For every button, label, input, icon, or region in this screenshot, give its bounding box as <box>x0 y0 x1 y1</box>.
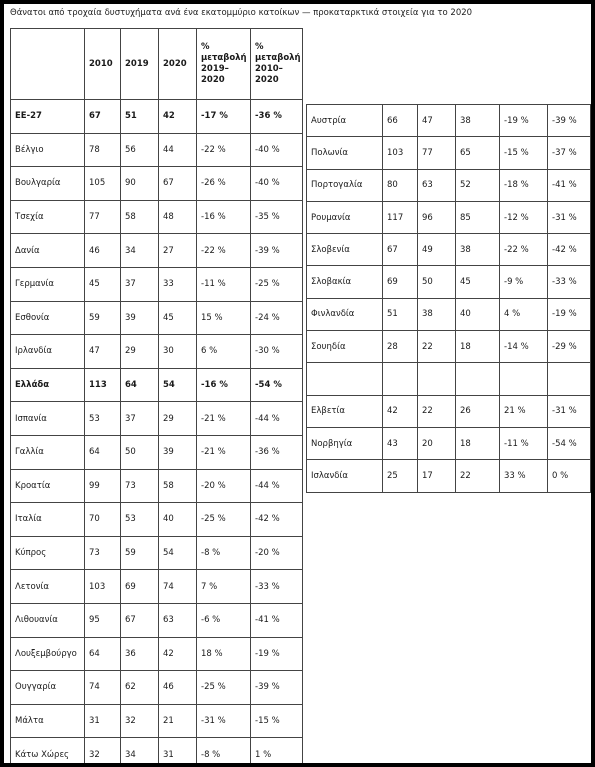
cell-value-2010: 80 <box>383 169 418 201</box>
cell-value-2020: 67 <box>159 167 197 201</box>
table-row <box>11 133 303 167</box>
cell-value-2010: 42 <box>383 395 418 427</box>
cell-value-2010: 105 <box>85 167 121 201</box>
cell-country: Σλοβενία <box>307 234 383 266</box>
table-row <box>11 368 303 402</box>
table-row <box>307 395 591 427</box>
cell-change-2010-2020: -33 % <box>251 570 303 604</box>
cell-change-2010-2020: -41 % <box>251 603 303 637</box>
cell-change-2019-2020: -16 % <box>197 200 251 234</box>
cell-value-2020: 40 <box>456 298 500 330</box>
cell-change-2019-2020: -31 % <box>197 704 251 738</box>
cell-value-2019: 69 <box>121 570 159 604</box>
cell-value-2019: 63 <box>418 169 456 201</box>
cell-change-2019-2020: -22 % <box>500 234 548 266</box>
cell-country: Ιρλανδία <box>11 335 85 369</box>
table-caption: Θάνατοι από τροχαία δυστυχήματα ανά ένα εκατομμύριο κατοίκων — προκαταρκτικά στοιχεία για το 2020 <box>10 8 473 18</box>
cell-change-2019-2020: -18 % <box>500 169 548 201</box>
cell-value-2010: 45 <box>85 267 121 301</box>
cell-change-2010-2020: 0 % <box>548 460 591 492</box>
cell-value-2010: 103 <box>383 137 418 169</box>
cell-change-2010-2020: 1 % <box>251 738 303 763</box>
cell-change-2019-2020: -25 % <box>197 671 251 705</box>
cell-value-2019: 49 <box>418 234 456 266</box>
cell-change-2010-2020 <box>548 363 591 395</box>
cell-change-2010-2020: -30 % <box>251 335 303 369</box>
cell-country <box>307 363 383 395</box>
cell-value-2010: 70 <box>85 503 121 537</box>
cell-value-2010: 77 <box>85 200 121 234</box>
cell-change-2019-2020: -11 % <box>197 267 251 301</box>
cell-country: Κύπρος <box>11 536 85 570</box>
table-row <box>307 266 591 298</box>
cell-value-2020: 54 <box>159 368 197 402</box>
cell-value-2019: 90 <box>121 167 159 201</box>
cell-country: Κάτω Χώρες <box>11 738 85 763</box>
cell-country: Λιθουανία <box>11 603 85 637</box>
cell-value-2020: 38 <box>456 234 500 266</box>
table-row <box>307 427 591 459</box>
cell-value-2020: 38 <box>456 105 500 137</box>
cell-value-2020: 44 <box>159 133 197 167</box>
cell-value-2019: 62 <box>121 671 159 705</box>
cell-change-2019-2020: 21 % <box>500 395 548 427</box>
table-row <box>307 363 591 395</box>
table-row <box>307 137 591 169</box>
cell-change-2010-2020: -44 % <box>251 469 303 503</box>
cell-change-2010-2020: -39 % <box>251 234 303 268</box>
table-row <box>11 402 303 436</box>
cell-country: Δανία <box>11 234 85 268</box>
cell-country: Αυστρία <box>307 105 383 137</box>
cell-change-2010-2020: -25 % <box>251 267 303 301</box>
cell-value-2019: 77 <box>418 137 456 169</box>
cell-change-2019-2020: -12 % <box>500 201 548 233</box>
cell-value-2020: 29 <box>159 402 197 436</box>
cell-value-2010: 46 <box>85 234 121 268</box>
cell-change-2019-2020: -25 % <box>197 503 251 537</box>
cell-value-2010: 103 <box>85 570 121 604</box>
cell-value-2019: 50 <box>418 266 456 298</box>
cell-country: ΕΕ-27 <box>11 100 85 134</box>
cell-country: Μάλτα <box>11 704 85 738</box>
cell-country: Γερμανία <box>11 267 85 301</box>
cell-change-2019-2020: -11 % <box>500 427 548 459</box>
header-2020: 2020 <box>159 29 197 100</box>
road-deaths-table-left <box>10 28 303 763</box>
cell-value-2019: 39 <box>121 301 159 335</box>
cell-country: Βέλγιο <box>11 133 85 167</box>
table-row <box>307 331 591 363</box>
cell-value-2010: 53 <box>85 402 121 436</box>
cell-change-2019-2020: -8 % <box>197 738 251 763</box>
cell-change-2019-2020: -26 % <box>197 167 251 201</box>
cell-value-2010: 43 <box>383 427 418 459</box>
cell-change-2019-2020 <box>500 363 548 395</box>
cell-change-2019-2020: 6 % <box>197 335 251 369</box>
cell-change-2019-2020: -21 % <box>197 402 251 436</box>
table-row <box>11 536 303 570</box>
cell-change-2010-2020: -31 % <box>548 395 591 427</box>
cell-value-2020: 58 <box>159 469 197 503</box>
cell-value-2020: 18 <box>456 331 500 363</box>
cell-country: Ιταλία <box>11 503 85 537</box>
cell-value-2020 <box>456 363 500 395</box>
table-row <box>307 298 591 330</box>
cell-value-2019 <box>418 363 456 395</box>
cell-value-2020: 46 <box>159 671 197 705</box>
table-row <box>11 738 303 763</box>
cell-country: Κροατία <box>11 469 85 503</box>
cell-change-2010-2020: -37 % <box>548 137 591 169</box>
cell-value-2020: 26 <box>456 395 500 427</box>
cell-change-2010-2020: -24 % <box>251 301 303 335</box>
cell-value-2020: 85 <box>456 201 500 233</box>
table-row <box>11 704 303 738</box>
cell-change-2019-2020: -19 % <box>500 105 548 137</box>
table-row <box>11 335 303 369</box>
cell-change-2010-2020: -19 % <box>251 637 303 671</box>
cell-change-2010-2020: -36 % <box>251 435 303 469</box>
cell-country: Φινλανδία <box>307 298 383 330</box>
cell-value-2010: 69 <box>383 266 418 298</box>
table-row <box>307 169 591 201</box>
cell-country: Σλοβακία <box>307 266 383 298</box>
cell-value-2019: 50 <box>121 435 159 469</box>
cell-change-2019-2020: -22 % <box>197 234 251 268</box>
table-row <box>11 234 303 268</box>
cell-value-2020: 30 <box>159 335 197 369</box>
cell-value-2020: 45 <box>456 266 500 298</box>
cell-value-2019: 53 <box>121 503 159 537</box>
table-row <box>11 167 303 201</box>
cell-change-2010-2020: -20 % <box>251 536 303 570</box>
cell-value-2010: 67 <box>85 100 121 134</box>
cell-value-2020: 54 <box>159 536 197 570</box>
cell-value-2019: 67 <box>121 603 159 637</box>
table-row <box>11 435 303 469</box>
cell-value-2010: 47 <box>85 335 121 369</box>
cell-value-2019: 58 <box>121 200 159 234</box>
cell-value-2020: 52 <box>456 169 500 201</box>
cell-value-2010: 51 <box>383 298 418 330</box>
cell-value-2020: 42 <box>159 100 197 134</box>
cell-change-2019-2020: -8 % <box>197 536 251 570</box>
cell-country: Ουγγαρία <box>11 671 85 705</box>
cell-change-2019-2020: 4 % <box>500 298 548 330</box>
cell-value-2019: 17 <box>418 460 456 492</box>
header-2010: 2010 <box>85 29 121 100</box>
cell-value-2020: 74 <box>159 570 197 604</box>
cell-change-2010-2020: -39 % <box>548 105 591 137</box>
cell-change-2010-2020: -15 % <box>251 704 303 738</box>
table-row <box>307 105 591 137</box>
cell-value-2019: 37 <box>121 267 159 301</box>
cell-value-2010: 64 <box>85 637 121 671</box>
cell-value-2020: 31 <box>159 738 197 763</box>
cell-value-2010 <box>383 363 418 395</box>
table-row <box>307 201 591 233</box>
cell-country: Ισπανία <box>11 402 85 436</box>
cell-change-2019-2020: -20 % <box>197 469 251 503</box>
cell-value-2019: 37 <box>121 402 159 436</box>
cell-change-2010-2020: -54 % <box>548 427 591 459</box>
cell-value-2020: 63 <box>159 603 197 637</box>
cell-change-2010-2020: -42 % <box>251 503 303 537</box>
table-row <box>11 671 303 705</box>
cell-value-2010: 66 <box>383 105 418 137</box>
cell-country: Λετονία <box>11 570 85 604</box>
cell-value-2019: 29 <box>121 335 159 369</box>
cell-value-2020: 22 <box>456 460 500 492</box>
cell-change-2019-2020: -14 % <box>500 331 548 363</box>
cell-value-2010: 31 <box>85 704 121 738</box>
table-row <box>11 301 303 335</box>
cell-change-2019-2020: 7 % <box>197 570 251 604</box>
cell-value-2010: 32 <box>85 738 121 763</box>
cell-value-2010: 95 <box>85 603 121 637</box>
cell-value-2010: 99 <box>85 469 121 503</box>
cell-change-2010-2020: -54 % <box>251 368 303 402</box>
cell-change-2019-2020: -9 % <box>500 266 548 298</box>
cell-value-2020: 21 <box>159 704 197 738</box>
cell-value-2010: 67 <box>383 234 418 266</box>
cell-change-2019-2020: -15 % <box>500 137 548 169</box>
cell-change-2019-2020: -6 % <box>197 603 251 637</box>
table-row <box>11 637 303 671</box>
cell-change-2010-2020: -35 % <box>251 200 303 234</box>
cell-value-2020: 45 <box>159 301 197 335</box>
table-row <box>307 234 591 266</box>
table-row <box>307 460 591 492</box>
table-row <box>11 503 303 537</box>
cell-country: Ισλανδία <box>307 460 383 492</box>
cell-country: Πολωνία <box>307 137 383 169</box>
cell-change-2010-2020: -19 % <box>548 298 591 330</box>
cell-value-2020: 33 <box>159 267 197 301</box>
cell-country: Εσθονία <box>11 301 85 335</box>
cell-change-2010-2020: -44 % <box>251 402 303 436</box>
cell-change-2019-2020: 15 % <box>197 301 251 335</box>
cell-value-2019: 47 <box>418 105 456 137</box>
cell-value-2010: 25 <box>383 460 418 492</box>
header-change-2010-2020: % μεταβολή 2010–2020 <box>251 29 303 100</box>
cell-country: Βουλγαρία <box>11 167 85 201</box>
cell-value-2019: 38 <box>418 298 456 330</box>
table-row <box>11 570 303 604</box>
cell-value-2020: 48 <box>159 200 197 234</box>
cell-value-2019: 64 <box>121 368 159 402</box>
table-row <box>11 200 303 234</box>
cell-value-2019: 22 <box>418 331 456 363</box>
cell-change-2010-2020: -31 % <box>548 201 591 233</box>
table-row <box>11 267 303 301</box>
cell-change-2010-2020: -39 % <box>251 671 303 705</box>
cell-value-2020: 39 <box>159 435 197 469</box>
cell-value-2019: 22 <box>418 395 456 427</box>
cell-country: Λουξεμβούργο <box>11 637 85 671</box>
cell-value-2019: 32 <box>121 704 159 738</box>
table-row <box>11 100 303 134</box>
table-row <box>11 603 303 637</box>
cell-value-2019: 73 <box>121 469 159 503</box>
cell-value-2020: 18 <box>456 427 500 459</box>
cell-country: Σουηδία <box>307 331 383 363</box>
cell-value-2010: 74 <box>85 671 121 705</box>
cell-value-2019: 36 <box>121 637 159 671</box>
table-row <box>11 469 303 503</box>
cell-change-2019-2020: -22 % <box>197 133 251 167</box>
header-2019: 2019 <box>121 29 159 100</box>
cell-value-2019: 56 <box>121 133 159 167</box>
cell-change-2010-2020: -29 % <box>548 331 591 363</box>
cell-value-2019: 59 <box>121 536 159 570</box>
header-row <box>11 29 303 100</box>
cell-change-2019-2020: -16 % <box>197 368 251 402</box>
cell-value-2010: 28 <box>383 331 418 363</box>
cell-country: Πορτογαλία <box>307 169 383 201</box>
cell-value-2020: 27 <box>159 234 197 268</box>
cell-value-2019: 34 <box>121 234 159 268</box>
cell-change-2019-2020: -21 % <box>197 435 251 469</box>
cell-value-2010: 73 <box>85 536 121 570</box>
cell-change-2019-2020: 18 % <box>197 637 251 671</box>
cell-value-2020: 40 <box>159 503 197 537</box>
cell-value-2019: 34 <box>121 738 159 763</box>
cell-change-2019-2020: 33 % <box>500 460 548 492</box>
cell-change-2019-2020: -17 % <box>197 100 251 134</box>
cell-value-2020: 42 <box>159 637 197 671</box>
cell-value-2010: 78 <box>85 133 121 167</box>
header-country <box>11 29 85 100</box>
cell-country: Νορβηγία <box>307 427 383 459</box>
cell-value-2010: 113 <box>85 368 121 402</box>
cell-country: Ρουμανία <box>307 201 383 233</box>
cell-country: Γαλλία <box>11 435 85 469</box>
cell-value-2020: 65 <box>456 137 500 169</box>
cell-country: Ελβετία <box>307 395 383 427</box>
cell-change-2010-2020: -41 % <box>548 169 591 201</box>
road-deaths-table-right <box>306 104 591 493</box>
cell-country: Ελλάδα <box>11 368 85 402</box>
cell-value-2010: 117 <box>383 201 418 233</box>
cell-value-2010: 64 <box>85 435 121 469</box>
cell-value-2010: 59 <box>85 301 121 335</box>
header-change-2019-2020: % μεταβολή 2019–2020 <box>197 29 251 100</box>
cell-country: Τσεχία <box>11 200 85 234</box>
cell-change-2010-2020: -42 % <box>548 234 591 266</box>
cell-change-2010-2020: -40 % <box>251 133 303 167</box>
cell-value-2019: 51 <box>121 100 159 134</box>
cell-change-2010-2020: -33 % <box>548 266 591 298</box>
cell-change-2010-2020: -36 % <box>251 100 303 134</box>
cell-change-2010-2020: -40 % <box>251 167 303 201</box>
page <box>4 4 591 763</box>
cell-value-2019: 20 <box>418 427 456 459</box>
cell-value-2019: 96 <box>418 201 456 233</box>
